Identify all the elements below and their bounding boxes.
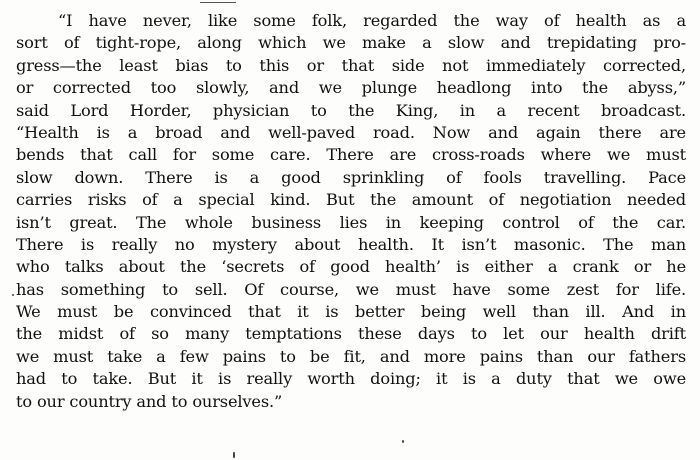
article-body — [16, 10, 686, 413]
column-rule — [200, 2, 236, 3]
article-line: slow down. There is a good sprinkling of fools travelling. Pace — [16, 167, 686, 187]
article-line: sort of tight-rope, along which we make a slow and trepidating pro- — [16, 33, 686, 53]
print-speck — [12, 294, 14, 296]
article-line: to our country and to ourselves.” — [16, 391, 283, 411]
article-line: or corrected too slowly, and we plunge headlong into the abyss,” — [16, 78, 686, 98]
article-line: who talks about the ‘secrets of good health’ is either a crank or he — [16, 257, 686, 277]
article-line: bends that call for some care. There are cross-roads where we must — [16, 145, 686, 165]
article-line: “Health is a broad and well-paved road. Now and again there are — [16, 122, 686, 142]
article-line: said Lord Horder, physician to the King, in a recent broadcast. — [16, 100, 686, 120]
article-line: gress—the least bias to this or that side not immediately corrected, — [16, 55, 686, 75]
article-line: isn’t great. The whole business lies in keeping control of the car. — [16, 212, 686, 232]
article-line: We must be convinced that it is better being well than ill. And in — [16, 302, 686, 322]
article-line: There is really no mystery about health. It isn’t masonic. The man — [16, 234, 686, 254]
article-line: had to take. But it is really worth doing; it is a duty that we owe — [16, 369, 686, 389]
article-line: the midst of so many temptations these days to let our health drift — [16, 324, 686, 344]
article-line: we must take a few pains to be fit, and more pains than our fathers — [16, 346, 686, 366]
article-line: carries risks of a special kind. But the amount of negotiation needed — [16, 190, 686, 210]
article-line: has something to sell. Of course, we must have some zest for life. — [16, 279, 686, 299]
print-speck — [233, 452, 235, 458]
article-line: “I have never, like some folk, regarded the way of health as a — [58, 11, 686, 30]
print-speck — [402, 440, 404, 443]
